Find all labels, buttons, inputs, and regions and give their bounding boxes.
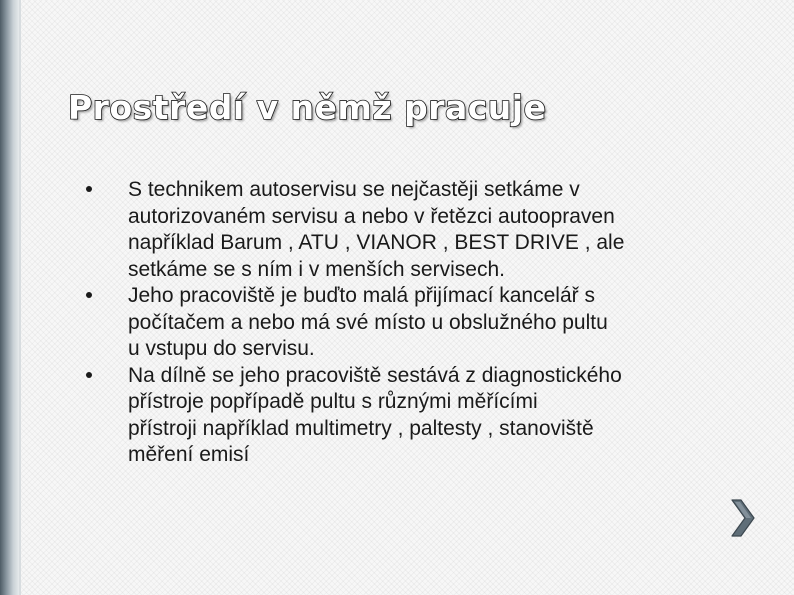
bullet-item [86,177,756,283]
bullet-line: Na dílně se jeho pracoviště sestává z diagnostického [128,363,622,387]
bullet-line: S technikem autoservisu se nejčastěji setkáme v [128,178,580,201]
bullet-item [86,283,756,363]
bullet-line: přístroji například multimetry , paltesty , stanoviště [128,416,594,440]
bullet-line: autorizovaném servisu a nebo v řetězci autoopraven [128,204,615,228]
left-accent-bar-edge [19,0,21,595]
slide-title: Prostředí v němž pracuje [68,88,547,127]
left-accent-bar [0,0,19,595]
bullet-line: u vstupu do servisu. [128,337,315,360]
bullet-line: přístroje popřípadě pultu s různými měřícími [128,390,538,413]
bullet-dot-icon [86,186,92,192]
bullet-line: setkáme se s ním i v menších servisech. [128,257,505,281]
bullet-line: měření emisí [128,443,250,466]
bullet-line: Jeho pracoviště je buďto malá přijímací kancelář s [128,284,595,307]
bullet-line: počítačem a nebo má své místo u obslužného pultu [128,310,608,334]
bullet-dot-icon [86,372,92,378]
bullet-item [86,363,756,469]
bullet-line: například Barum , ATU , VIANOR , BEST DRIVE , ale [128,231,625,254]
bullet-list [86,177,756,469]
chevron-right-icon[interactable] [730,497,756,539]
bullet-dot-icon [86,292,92,298]
